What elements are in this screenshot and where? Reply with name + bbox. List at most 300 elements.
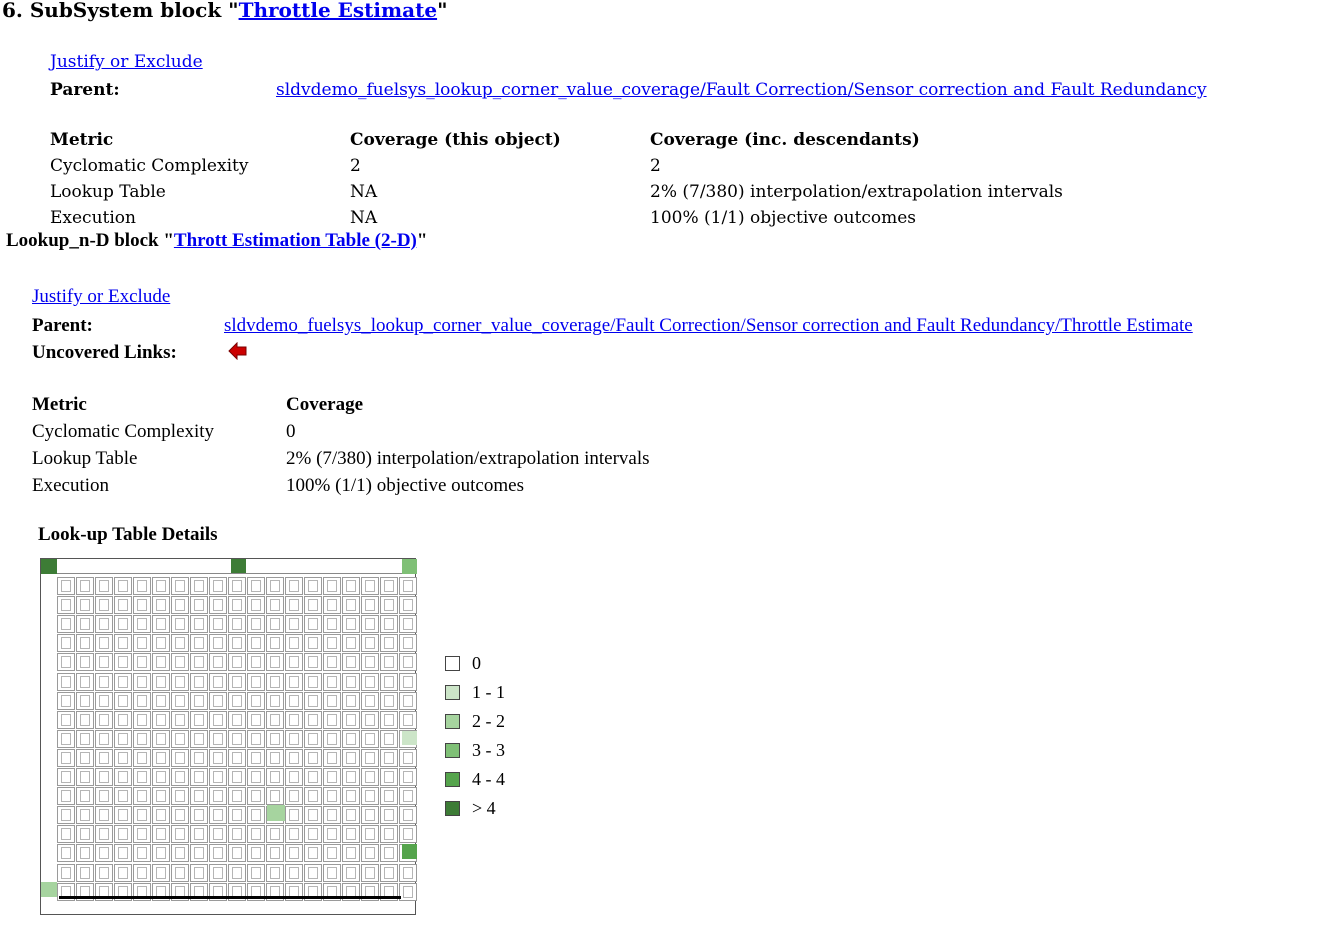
lut-cell-inner — [270, 580, 280, 592]
legend-swatch — [445, 656, 460, 671]
lut-cell-inner — [137, 637, 147, 649]
lut-cell-inner — [251, 656, 261, 668]
lut-cell-inner — [137, 771, 147, 783]
lut-cell-inner — [194, 752, 204, 764]
lut-cell-inner — [384, 867, 394, 879]
lut-cell-inner — [118, 637, 128, 649]
lut-coverage-mark — [41, 559, 57, 574]
lut-cell-inner — [194, 790, 204, 802]
table-row-metric: Execution — [32, 475, 110, 496]
lut-cell-inner — [61, 618, 71, 630]
lut-cell-inner — [232, 733, 242, 745]
lut-cell-inner — [308, 618, 318, 630]
lut-cell-inner — [327, 656, 337, 668]
lut-cell-inner — [403, 809, 413, 821]
lut-cell-inner — [137, 828, 147, 840]
lut-cell-inner — [118, 599, 128, 611]
lut-cell-inner — [137, 676, 147, 688]
lut-cell-inner — [270, 790, 280, 802]
lut-cell-inner — [327, 752, 337, 764]
lut-cell-inner — [232, 695, 242, 707]
lut-cell-inner — [384, 676, 394, 688]
lut-cell-inner — [289, 599, 299, 611]
lut-cell-inner — [403, 771, 413, 783]
lut-cell-inner — [327, 867, 337, 879]
lut-cell-inner — [384, 618, 394, 630]
lut-cell-inner — [232, 618, 242, 630]
lut-cell-inner — [175, 733, 185, 745]
lut-cell-inner — [232, 752, 242, 764]
lut-cell-inner — [289, 618, 299, 630]
table-row-metric: Cyclomatic Complexity — [50, 156, 249, 176]
lut-cell-inner — [327, 790, 337, 802]
lut-cell-inner — [156, 847, 166, 859]
lut-cell-inner — [232, 867, 242, 879]
lut-cell-inner — [118, 809, 128, 821]
lut-cell-inner — [346, 637, 356, 649]
lut-cell-inner — [308, 771, 318, 783]
lut-cell-inner — [99, 809, 109, 821]
col-header-coverage-descendants: Coverage (inc. descendants) — [650, 130, 920, 150]
lut-cell-inner — [194, 599, 204, 611]
lut-cell-inner — [365, 714, 375, 726]
lut-bottom-axis — [59, 896, 401, 899]
legend-label: > 4 — [472, 798, 496, 818]
lut-cell-inner — [403, 695, 413, 707]
lut-cell-inner — [346, 656, 356, 668]
legend-label: 4 - 4 — [472, 769, 505, 789]
lut-cell-inner — [270, 771, 280, 783]
lut-cell-inner — [232, 637, 242, 649]
lut-cell-inner — [61, 771, 71, 783]
lut-cell-inner — [327, 733, 337, 745]
lut-cell-inner — [289, 656, 299, 668]
lut-cell-inner — [232, 580, 242, 592]
lut-cell-inner — [346, 599, 356, 611]
lut-cell-inner — [156, 599, 166, 611]
lut-cell-inner — [232, 847, 242, 859]
lut-cell-inner — [99, 676, 109, 688]
lut-cell-inner — [175, 637, 185, 649]
table-row-value: 2 — [650, 156, 661, 176]
lut-cell-inner — [61, 599, 71, 611]
lut-cell-inner — [384, 752, 394, 764]
lut-cell-inner — [308, 695, 318, 707]
lut-cell-inner — [156, 790, 166, 802]
lut-cell-inner — [175, 867, 185, 879]
lut-cell-inner — [308, 790, 318, 802]
lut-cell-inner — [403, 828, 413, 840]
lut-cell-inner — [118, 733, 128, 745]
lut-cell-inner — [270, 828, 280, 840]
lut-cell-inner — [175, 695, 185, 707]
lut-cell-inner — [175, 809, 185, 821]
lut-cell-inner — [327, 809, 337, 821]
lut-cell-inner — [80, 695, 90, 707]
lut-cell-inner — [118, 790, 128, 802]
lut-cell-inner — [156, 809, 166, 821]
lut-cell-inner — [194, 580, 204, 592]
lut-cell-inner — [118, 676, 128, 688]
table-row-metric: Cyclomatic Complexity — [32, 421, 215, 442]
lut-cell-inner — [99, 656, 109, 668]
lut-cell-inner — [99, 695, 109, 707]
lut-cell-inner — [327, 828, 337, 840]
lookup-heading — [6, 230, 427, 252]
lut-cell-inner — [327, 637, 337, 649]
lut-cell-inner — [213, 790, 223, 802]
lut-cell-inner — [137, 867, 147, 879]
lut-cell-inner — [365, 790, 375, 802]
lut-cell-inner — [308, 847, 318, 859]
subsystem-heading — [2, 0, 447, 22]
lut-cell-inner — [327, 599, 337, 611]
lut-cell-inner — [384, 714, 394, 726]
lut-cell-inner — [251, 867, 261, 879]
lut-cell-inner — [346, 828, 356, 840]
lut-cell-inner — [365, 618, 375, 630]
lut-cell-inner — [99, 637, 109, 649]
lut-cell-inner — [327, 714, 337, 726]
lut-cell-inner — [289, 828, 299, 840]
lut-cell-inner — [194, 714, 204, 726]
lut-cell-inner — [213, 847, 223, 859]
col-header-coverage-this: Coverage (this object) — [350, 130, 561, 150]
lut-cell-inner — [118, 847, 128, 859]
lut-cell-inner — [346, 695, 356, 707]
lut-cell-inner — [384, 599, 394, 611]
lut-cell-inner — [137, 618, 147, 630]
lut-cell-inner — [232, 676, 242, 688]
lut-cell-inner — [270, 714, 280, 726]
lut-cell-inner — [365, 580, 375, 592]
lut-cell-inner — [384, 695, 394, 707]
lut-cell-inner — [384, 637, 394, 649]
legend-swatch — [445, 772, 460, 787]
lut-cell-inner — [80, 656, 90, 668]
lut-cell-inner — [80, 809, 90, 821]
lut-cell-inner — [194, 637, 204, 649]
lut-cell-inner — [346, 752, 356, 764]
lut-cell-inner — [270, 752, 280, 764]
lut-cell-inner — [118, 752, 128, 764]
lut-cell-inner — [194, 676, 204, 688]
col-header-coverage: Coverage — [286, 394, 364, 415]
lut-cell-inner — [327, 580, 337, 592]
red-left-arrow-icon[interactable] — [228, 342, 248, 360]
lut-cell-inner — [61, 733, 71, 745]
lut-cell-inner — [80, 790, 90, 802]
lut-cell-inner — [308, 656, 318, 668]
lut-cell-inner — [365, 867, 375, 879]
lut-cell-inner — [194, 656, 204, 668]
lut-cell-inner — [270, 637, 280, 649]
lut-cell-inner — [365, 656, 375, 668]
subsystem-parent-link[interactable]: sldvdemo_fuelsys_lookup_corner_value_coverage/Fault Correction/Sensor correction and Fault Redundancy — [276, 80, 1207, 100]
lut-cell-inner — [346, 733, 356, 745]
lut-cell-inner — [80, 828, 90, 840]
lut-cell-inner — [365, 599, 375, 611]
lut-cell-inner — [270, 676, 280, 688]
lut-cell-inner — [213, 676, 223, 688]
lut-cell-inner — [289, 676, 299, 688]
lut-cell-inner — [156, 637, 166, 649]
lut-cell-inner — [251, 733, 261, 745]
lut-cell-inner — [137, 695, 147, 707]
lut-cell-inner — [289, 771, 299, 783]
lut-cell-inner — [213, 714, 223, 726]
lut-cell-inner — [99, 618, 109, 630]
lut-cell-inner — [175, 828, 185, 840]
lut-cell-inner — [175, 752, 185, 764]
lut-cell-inner — [175, 618, 185, 630]
lut-cell-inner — [99, 771, 109, 783]
legend-label: 1 - 1 — [472, 682, 505, 702]
lut-cell-inner — [308, 809, 318, 821]
lut-cell-inner — [365, 828, 375, 840]
lut-coverage-mark — [402, 844, 417, 859]
lut-cell-inner — [232, 790, 242, 802]
lut-cell-inner — [251, 847, 261, 859]
lut-cell-inner — [213, 752, 223, 764]
lut-cell-inner — [80, 618, 90, 630]
lut-cell-inner — [289, 847, 299, 859]
lut-cell-inner — [232, 656, 242, 668]
lut-cell-inner — [61, 790, 71, 802]
lut-cell-inner — [365, 809, 375, 821]
lut-cell-inner — [365, 637, 375, 649]
lut-cell-inner — [156, 828, 166, 840]
lut-cell-inner — [251, 828, 261, 840]
lut-cell-inner — [99, 580, 109, 592]
lut-cell-inner — [156, 580, 166, 592]
lookup-table-grid — [40, 558, 416, 915]
lut-cell-inner — [251, 695, 261, 707]
subsystem-justify-link[interactable]: Justify or Exclude — [50, 52, 203, 72]
lut-cell-inner — [232, 809, 242, 821]
table-row-value: 0 — [286, 421, 296, 442]
lut-cell-inner — [175, 676, 185, 688]
table-row-metric: Lookup Table — [50, 182, 166, 202]
lut-cell-inner — [175, 714, 185, 726]
uncovered-links-label: Uncovered Links: — [32, 342, 177, 363]
lut-cell-inner — [156, 714, 166, 726]
lut-cell-inner — [327, 618, 337, 630]
table-row-value: 100% (1/1) objective outcomes — [650, 208, 917, 228]
lut-cell-inner — [403, 599, 413, 611]
lut-cell-inner — [156, 676, 166, 688]
lut-cell-inner — [80, 637, 90, 649]
lut-cell-inner — [118, 867, 128, 879]
lut-cell-inner — [80, 714, 90, 726]
lut-cell-inner — [327, 847, 337, 859]
legend-swatch — [445, 743, 460, 758]
lut-cell-inner — [61, 656, 71, 668]
lut-cell-inner — [213, 733, 223, 745]
lut-cell-inner — [175, 656, 185, 668]
lut-cell-inner — [99, 847, 109, 859]
lut-cell-inner — [137, 733, 147, 745]
table-row-value: 100% (1/1) objective outcomes — [286, 475, 524, 496]
lut-details-title: Look-up Table Details — [38, 524, 218, 545]
lut-coverage-mark — [231, 559, 246, 574]
lut-cell-inner — [137, 752, 147, 764]
lut-cell-inner — [251, 580, 261, 592]
lut-cell-inner — [308, 733, 318, 745]
lut-cell-inner — [137, 580, 147, 592]
lut-coverage-mark — [41, 882, 57, 897]
lut-cell-inner — [346, 809, 356, 821]
lut-cell-inner — [289, 733, 299, 745]
lut-cell-inner — [80, 676, 90, 688]
lut-cell-inner — [270, 618, 280, 630]
lut-coverage-mark — [402, 559, 417, 574]
lut-cell-inner — [118, 828, 128, 840]
lut-cell-inner — [137, 714, 147, 726]
lut-coverage-mark — [267, 805, 285, 821]
lut-cell-inner — [403, 637, 413, 649]
lut-cell-inner — [99, 599, 109, 611]
lut-cell-inner — [194, 618, 204, 630]
table-row-value: NA — [350, 208, 378, 228]
lut-cell-inner — [327, 771, 337, 783]
lut-cell-inner — [61, 847, 71, 859]
lut-cell-inner — [270, 847, 280, 859]
lut-cell-inner — [346, 847, 356, 859]
lut-cell-inner — [384, 771, 394, 783]
lut-cell-inner — [80, 733, 90, 745]
lut-cell-inner — [156, 695, 166, 707]
lut-cell-inner — [365, 676, 375, 688]
lut-cell-inner — [270, 599, 280, 611]
lut-cell-inner — [384, 809, 394, 821]
lut-cell-inner — [61, 752, 71, 764]
lut-cell-inner — [232, 714, 242, 726]
lut-cell-inner — [346, 618, 356, 630]
lookup-parent-link[interactable]: sldvdemo_fuelsys_lookup_corner_value_coverage/Fault Correction/Sensor correction and Fault Redundancy/Throttle Estimate — [224, 315, 1193, 336]
lut-coverage-mark — [402, 731, 417, 745]
lut-cell-inner — [194, 867, 204, 879]
lookup-heading-prefix: Lookup_n-D block " — [6, 230, 174, 251]
lut-cell-inner — [61, 809, 71, 821]
lut-cell-inner — [289, 809, 299, 821]
lut-cell-inner — [308, 828, 318, 840]
lut-cell-inner — [346, 676, 356, 688]
lut-cell-inner — [175, 580, 185, 592]
lut-cell-inner — [61, 867, 71, 879]
lut-cell-inner — [403, 886, 413, 898]
lut-cell-inner — [175, 847, 185, 859]
lut-cell-inner — [118, 714, 128, 726]
lut-cell-inner — [346, 790, 356, 802]
lut-cell-inner — [99, 752, 109, 764]
lookup-justify-link[interactable]: Justify or Exclude — [32, 286, 171, 307]
subsystem-parent-label: Parent: — [50, 80, 120, 100]
lut-cell-inner — [61, 714, 71, 726]
lut-cell-inner — [61, 580, 71, 592]
lut-cell-inner — [194, 828, 204, 840]
lut-cell-inner — [308, 752, 318, 764]
lut-cell-inner — [403, 790, 413, 802]
lut-cell-inner — [308, 714, 318, 726]
lut-cell-inner — [213, 580, 223, 592]
lut-cell-inner — [251, 752, 261, 764]
lut-cell-inner — [80, 752, 90, 764]
lut-cell-inner — [213, 828, 223, 840]
lut-cell-inner — [384, 847, 394, 859]
lut-cell-inner — [118, 695, 128, 707]
lut-cell-inner — [251, 790, 261, 802]
lut-cell-inner — [194, 733, 204, 745]
lut-cell-inner — [80, 599, 90, 611]
lut-cell-inner — [175, 790, 185, 802]
lut-cell-inner — [327, 695, 337, 707]
subsystem-heading-prefix: 6. SubSystem block " — [2, 0, 239, 22]
lut-cell-inner — [118, 656, 128, 668]
lut-cell-inner — [270, 733, 280, 745]
table-row-value: NA — [350, 182, 378, 202]
lut-cell-inner — [80, 580, 90, 592]
lut-cell-inner — [194, 809, 204, 821]
lut-cell-inner — [99, 733, 109, 745]
lut-cell-inner — [213, 809, 223, 821]
legend-swatch — [445, 801, 460, 816]
lut-cell-inner — [118, 618, 128, 630]
lut-cell-inner — [213, 695, 223, 707]
lut-cell-inner — [403, 618, 413, 630]
lut-cell-inner — [365, 847, 375, 859]
lut-cell-inner — [137, 599, 147, 611]
legend-label: 3 - 3 — [472, 740, 505, 760]
throttle-estimate-link[interactable]: Throttle Estimate — [238, 0, 438, 22]
lut-cell-inner — [80, 867, 90, 879]
lut-cell-inner — [251, 599, 261, 611]
lut-cell-inner — [308, 580, 318, 592]
lut-cell-inner — [384, 790, 394, 802]
lut-cell-inner — [289, 637, 299, 649]
col-header-metric: Metric — [32, 394, 87, 415]
lut-cell-inner — [365, 695, 375, 707]
lut-cell-inner — [213, 618, 223, 630]
lut-cell-inner — [251, 676, 261, 688]
lut-cell-inner — [365, 771, 375, 783]
lut-cell-inner — [99, 867, 109, 879]
table-row-metric: Execution — [50, 208, 136, 228]
lut-cell-inner — [403, 580, 413, 592]
lut-cell-inner — [194, 847, 204, 859]
lut-cell-inner — [99, 828, 109, 840]
lut-cell-inner — [346, 714, 356, 726]
lut-cell-inner — [232, 599, 242, 611]
legend-swatch — [445, 714, 460, 729]
lookup-heading-suffix: " — [416, 230, 428, 251]
lut-cell-inner — [156, 618, 166, 630]
lut-cell-inner — [346, 867, 356, 879]
lut-cell-inner — [270, 656, 280, 668]
lut-cell-inner — [403, 656, 413, 668]
thrott-estimation-table-link[interactable]: Thrott Estimation Table (2-D) — [173, 230, 417, 251]
lut-cell-inner — [308, 599, 318, 611]
lut-cell-inner — [213, 637, 223, 649]
lut-cell-inner — [365, 733, 375, 745]
lut-cell-inner — [99, 714, 109, 726]
lut-cell-inner — [289, 790, 299, 802]
legend-label: 0 — [472, 653, 481, 673]
lut-cell-inner — [61, 828, 71, 840]
lut-cell-inner — [251, 809, 261, 821]
lut-cell-inner — [156, 656, 166, 668]
lut-cell-inner — [384, 828, 394, 840]
